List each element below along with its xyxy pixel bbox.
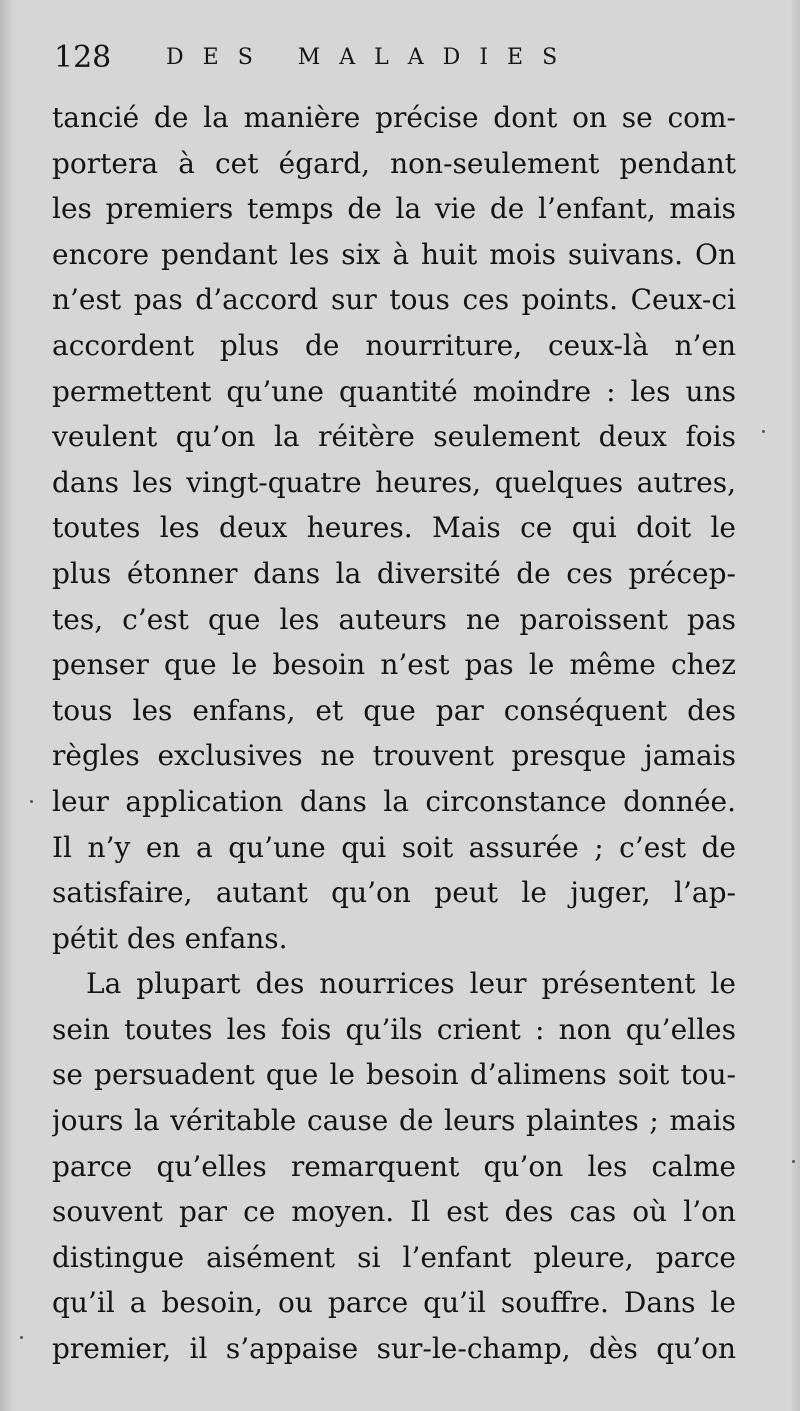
ink-speck bbox=[20, 1336, 23, 1339]
page-number: 128 bbox=[54, 40, 112, 75]
text-line: sein toutes les fois qu’ils crient : non qu’elles bbox=[52, 1012, 736, 1046]
text-line: veulent qu’on la réitère seulement deux fois bbox=[52, 420, 736, 454]
text-line: penser que le besoin n’est pas le même chez bbox=[52, 648, 736, 682]
text-line: premier, il s’appaise sur-le-champ, dès qu’on bbox=[52, 1332, 736, 1366]
text-line: règles exclusives ne trouvent presque jamais bbox=[52, 739, 736, 773]
text-line: encore pendant les six à huit mois suivans. On bbox=[52, 237, 736, 271]
text-line: Il n’y en a qu’une qui soit assurée ; c’est de bbox=[52, 830, 736, 864]
text-line: qu’il a besoin, ou parce qu’il souffre. Dans le bbox=[52, 1286, 736, 1320]
text-line: n’est pas d’accord sur tous ces points. Ceux-ci bbox=[52, 283, 736, 317]
ink-speck bbox=[792, 1160, 795, 1163]
text-line: tous les enfans, et que par conséquent des bbox=[52, 693, 736, 727]
text-line: tes, c’est que les auteurs ne paroissent pas bbox=[52, 602, 736, 636]
page-header bbox=[40, 36, 740, 80]
text-line: leur application dans la circonstance donnée. bbox=[52, 784, 736, 818]
text-line: satisfaire, autant qu’on peut le juger, l’ap- bbox=[52, 876, 736, 910]
ink-speck bbox=[762, 430, 765, 433]
text-line: plus étonner dans la diversité de ces précep- bbox=[52, 556, 736, 590]
paragraph-2 bbox=[52, 961, 736, 1371]
paragraph-1 bbox=[52, 95, 736, 961]
text-line: les premiers temps de la vie de l’enfant, mais bbox=[52, 192, 736, 226]
text-line: dans les vingt-quatre heures, quelques autres, bbox=[52, 465, 736, 499]
text-line: permettent qu’une quantité moindre : les uns bbox=[52, 374, 736, 408]
page-edge-shadow-right bbox=[790, 0, 800, 1411]
text-line: accordent plus de nourriture, ceux-là n’en bbox=[52, 328, 736, 362]
text-line: toutes les deux heures. Mais ce qui doit le bbox=[52, 511, 736, 545]
text-line: portera à cet égard, non-seulement pendant bbox=[52, 146, 736, 180]
text-line: parce qu’elles remarquent qu’on les calme bbox=[52, 1149, 736, 1183]
body-text bbox=[52, 95, 736, 1372]
text-line: pétit des enfans. bbox=[52, 921, 288, 955]
ink-speck bbox=[30, 800, 33, 803]
text-line: souvent par ce moyen. Il est des cas où l’on bbox=[52, 1195, 736, 1229]
text-line: jours la véritable cause de leurs plaintes ; mais bbox=[52, 1104, 736, 1138]
running-title: DES MALADIES bbox=[166, 45, 577, 70]
text-line: se persuadent que le besoin d’alimens soit tou- bbox=[52, 1058, 736, 1092]
text-line: distingue aisément si l’enfant pleure, parce bbox=[52, 1240, 736, 1274]
text-line: La plupart des nourrices leur présentent le bbox=[86, 967, 736, 1001]
page-edge-shadow-left bbox=[0, 0, 14, 1411]
text-line: tancié de la manière précise dont on se com- bbox=[52, 101, 736, 134]
